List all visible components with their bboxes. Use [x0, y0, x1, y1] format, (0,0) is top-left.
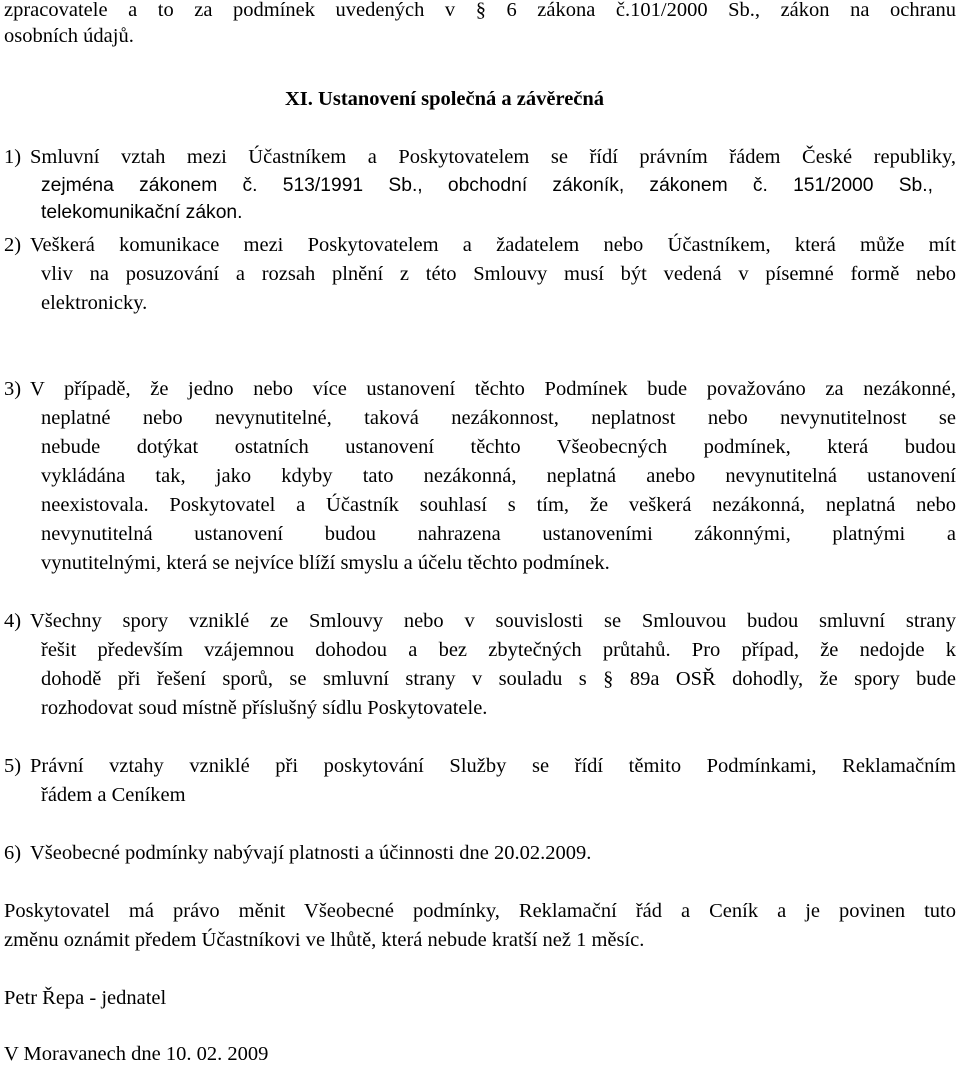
closing-line-1: Poskytovatel má právo měnit Všeobecné podmínky, Reklamační řád a Ceník a je povinen tuto: [4, 900, 956, 922]
paragraph-3-line-3: nebude dotýkat ostatních ustanovení těchto Všeobecných podmínek, která budou: [41, 436, 956, 458]
paragraph-6-number: 6): [4, 842, 22, 864]
paragraph-1-line-1: Smluvní vztah mezi Účastníkem a Poskytovatelem se řídí právním řádem České republiky,: [30, 146, 956, 168]
section-heading: XI. Ustanovení společná a závěrečná: [285, 88, 605, 110]
paragraph-5-line-2: řádem a Ceníkem: [41, 784, 186, 806]
paragraph-3-line-4: vykládána tak, jako kdyby tato nezákonná, neplatná anebo nevynutitelná ustanovení: [41, 465, 956, 487]
paragraph-2-line-1: Veškerá komunikace mezi Poskytovatelem a žadatelem nebo Účastníkem, která může mít: [30, 234, 956, 256]
closing-line-2: změnu oznámit předem Účastníkovi ve lhůtě, která nebude kratší než 1 měsíc.: [4, 929, 645, 951]
intro-line-1: zpracovatele a to za podmínek uvedených v § 6 zákona č.101/2000 Sb., zákon na ochranu: [4, 0, 956, 21]
paragraph-2-line-3: elektronicky.: [41, 292, 148, 314]
paragraph-3-line-6: nevynutitelná ustanovení budou nahrazena ustanoveními zákonnými, platnými a: [41, 523, 956, 545]
paragraph-2-line-2: vliv na posuzování a rozsah plnění z této Smlouvy musí být vedená v písemné formě nebo: [41, 263, 956, 285]
paragraph-4-line-1: Všechny spory vzniklé ze Smlouvy nebo v souvislosti se Smlouvou budou smluvní strany: [30, 610, 956, 632]
paragraph-2-number: 2): [4, 234, 22, 256]
paragraph-3-number: 3): [4, 378, 22, 400]
paragraph-4-number: 4): [4, 610, 22, 632]
paragraph-4-line-2: řešit především vzájemnou dohodou a bez zbytečných průtahů. Pro případ, že nedojde k: [41, 639, 956, 661]
paragraph-3-line-7: vynutitelnými, která se nejvíce blíží smyslu a účelu těchto podmínek.: [41, 552, 610, 574]
paragraph-3-line-2: neplatné nebo nevynutitelné, taková nezákonnost, neplatnost nebo nevynutitelnost se: [41, 407, 956, 429]
paragraph-5-line-1: Právní vztahy vzniklé při poskytování Služby se řídí těmito Podmínkami, Reklamačním: [30, 755, 956, 777]
paragraph-3-line-1: V případě, že jedno nebo více ustanovení těchto Podmínek bude považováno za nezákonné,: [30, 378, 956, 400]
paragraph-4-line-4: rozhodovat soud místně příslušný sídlu Poskytovatele.: [41, 697, 488, 719]
signature: Petr Řepa - jednatel: [4, 987, 167, 1009]
paragraph-6-line-1: Všeobecné podmínky nabývají platnosti a účinnosti dne 20.02.2009.: [30, 842, 592, 864]
paragraph-5-number: 5): [4, 755, 22, 777]
paragraph-1-number: 1): [4, 146, 22, 168]
paragraph-4-line-3: dohodě při řešení sporů, se smluvní strany v souladu s § 89a OSŘ dohodly, že spory bude: [41, 668, 956, 690]
paragraph-3-line-5: neexistovala. Poskytovatel a Účastník souhlasí s tím, že veškerá nezákonná, neplatná nebo: [41, 494, 956, 516]
intro-line-2: osobních údajů.: [4, 25, 134, 47]
paragraph-1-line-3: telekomunikační zákon.: [41, 202, 243, 223]
place-date: V Moravanech dne 10. 02. 2009: [4, 1043, 269, 1065]
paragraph-1-line-2: zejména zákonem č. 513/1991 Sb., obchodní zákoník, zákonem č. 151/2000 Sb.,: [41, 175, 933, 196]
